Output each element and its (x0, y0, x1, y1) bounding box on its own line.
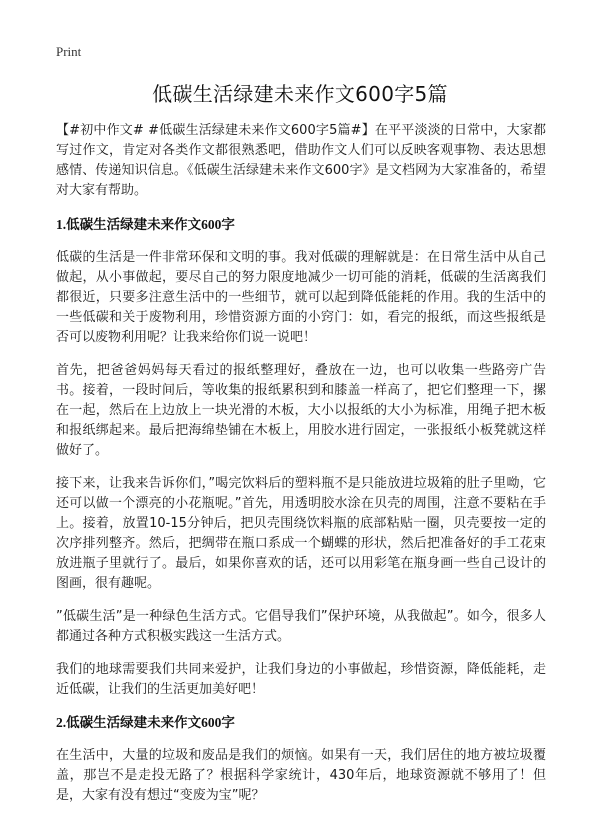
article-body (56, 121, 546, 819)
section-1-paragraph-5: 我们的地球需要我们共同来爱护，让我们身边的小事做起，珍惜资源，降低能耗，走近低碳，让我们的生活更加美好吧！ (56, 662, 546, 697)
print-link[interactable]: Print (56, 44, 82, 59)
section-heading-1: 1.低碳生活绿建未来作文600字 (56, 217, 235, 232)
section-1-paragraph-3: 接下来，让我来告诉你们，”喝完饮料后的塑料瓶不是只能放进垃圾箱的肚子里呦，它还可以做一个漂亮的小花瓶呢。”首先，用透明胶水涂在贝壳的周围，注意不要粘在手上。接着，放置10-15分钟后，把贝壳围绕饮料瓶的底部粘贴一圈，贝壳要按一定的次序排列整齐。然后，把绸带在瓶口系成一个蝴蝶的形状，然后把准备好的手工花束放进瓶子里就行了。最后，如果你喜欢的话，还可以用彩笔在瓶身画一些自己设计的图画，很有趣呢。 (56, 476, 546, 591)
section-2-paragraph-1: 在生活中，大量的垃圾和废品是我们的烦恼。如果有一天，我们居住的地方被垃圾覆盖，那岂不是走投无路了？根据科学家统计，430年后，地球资源就不够用了！但是，大家有没有想过“变废为宝”呢？ (56, 748, 546, 803)
page-title: 低碳生活绿建未来作文600字5篇 (152, 82, 448, 106)
section-1-paragraph-4: ”低碳生活”是一种绿色生活方式。它倡导我们”保护环境，从我做起”。如今，很多人都通过各种方式积极实践这一生活方式。 (56, 609, 546, 644)
section-1-paragraph-1: 低碳的生活是一件非常环保和文明的事。我对低碳的理解就是：在日常生活中从自己做起，从小事做起，要尽自己的努力限度地减少一切可能的消耗，低碳的生活离我们都很近，只要多注意生活中的一些细节，就可以起到降低能耗的作用。我的生活中的一些低碳和关于废物利用，珍惜资源方面的小窍门：如，看完的报纸，而这些报纸是否可以废物利用呢？让我来给你们说一说吧！ (56, 250, 546, 345)
section-1-paragraph-2: 首先，把爸爸妈妈每天看过的报纸整理好，叠放在一边，也可以收集一些路旁广告书。接着，一段时间后，等收集的报纸累积到和膝盖一样高了，把它们整理一下，摞在一起，然后在上边放上一块光滑的木板，大小以报纸的大小为标准，用绳子把木板和报纸绑起来。最后把海绵垫铺在木板上，用胶水进行固定，一张报纸小板凳就这样做好了。 (56, 363, 546, 458)
section-heading-2: 2.低碳生活绿建未来作文600字 (56, 715, 235, 730)
intro-paragraph: 【#初中作文# #低碳生活绿建未来作文600字5篇#】在平平淡淡的日常中，大家都写过作文，肯定对各类作文都很熟悉吧，借助作文人们可以反映客观事物、表达思想感情、传递知识信息。《低碳生活绿建未来作文600字》是文档网为大家准备的，希望对大家有帮助。 (56, 123, 546, 198)
